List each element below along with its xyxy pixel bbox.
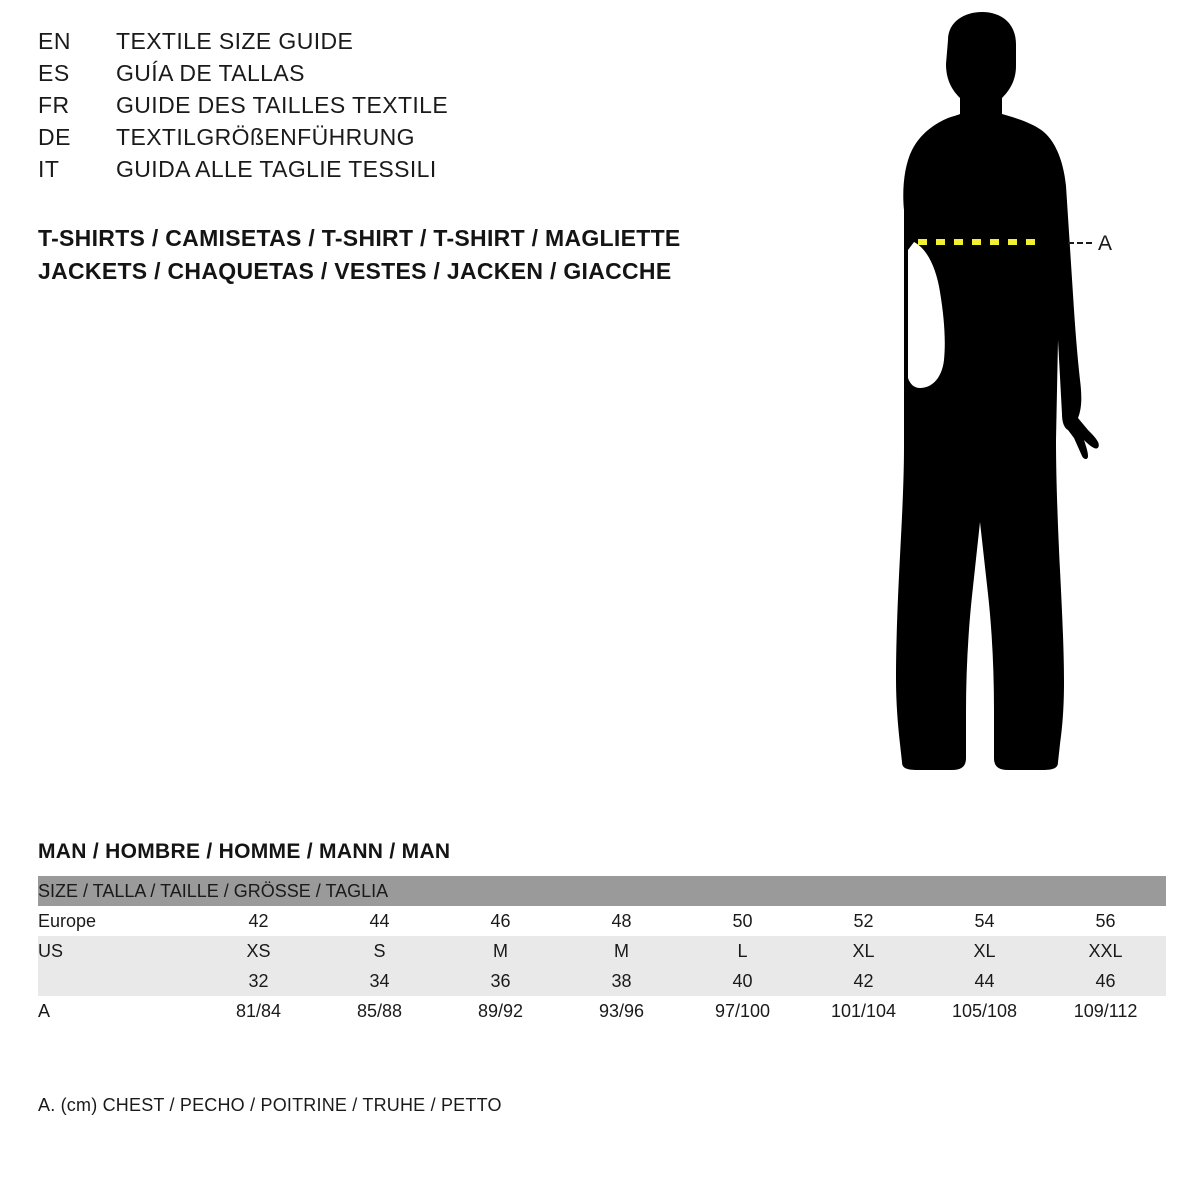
- language-header-block: [38, 28, 738, 188]
- table-cell: 50: [682, 906, 803, 936]
- language-title: GUÍA DE TALLAS: [116, 60, 305, 86]
- category-line-jackets: JACKETS / CHAQUETAS / VESTES / JACKEN / GIACCHE: [38, 258, 672, 284]
- table-cell: 48: [561, 906, 682, 936]
- man-silhouette-icon: [830, 10, 1190, 800]
- language-code: FR: [38, 92, 70, 118]
- table-cell: 44: [319, 906, 440, 936]
- chest-measure-label: A: [1098, 232, 1113, 255]
- table-cell: 93/96: [561, 996, 682, 1026]
- row-label: Europe: [38, 906, 198, 936]
- category-block: [38, 222, 798, 288]
- measurement-note: A. (cm) CHEST / PECHO / POITRINE / TRUHE / PETTO: [38, 1095, 502, 1115]
- chest-leader-line: [1068, 242, 1092, 244]
- language-code: ES: [38, 60, 70, 86]
- table-cell: XS: [198, 936, 319, 966]
- table-cell: XXL: [1045, 936, 1166, 966]
- row-label: [38, 966, 198, 996]
- table-cell: 101/104: [803, 996, 924, 1026]
- language-row: [38, 92, 738, 124]
- table-cell: L: [682, 936, 803, 966]
- table-cell: M: [561, 936, 682, 966]
- table-cell: 85/88: [319, 996, 440, 1026]
- table-cell: 97/100: [682, 996, 803, 1026]
- table-title: MAN / HOMBRE / HOMME / MANN / MAN: [38, 840, 451, 863]
- row-label: A: [38, 996, 198, 1026]
- language-row: [38, 60, 738, 92]
- language-row: [38, 28, 738, 60]
- table-cell: 40: [682, 966, 803, 996]
- table-cell: 81/84: [198, 996, 319, 1026]
- language-row: [38, 124, 738, 156]
- table-cell: XL: [924, 936, 1045, 966]
- table-header-row: [38, 876, 1166, 906]
- table-cell: 34: [319, 966, 440, 996]
- table-header-label: SIZE / TALLA / TAILLE / GRÖSSE / TAGLIA: [38, 876, 1166, 906]
- table-cell: 32: [198, 966, 319, 996]
- table-cell: 46: [440, 906, 561, 936]
- table-row: [38, 906, 1166, 936]
- table-cell: 36: [440, 966, 561, 996]
- table-cell: 56: [1045, 906, 1166, 936]
- language-row: [38, 156, 738, 188]
- table-cell: 42: [803, 966, 924, 996]
- table-cell: 46: [1045, 966, 1166, 996]
- table-cell: 52: [803, 906, 924, 936]
- language-code: DE: [38, 124, 71, 150]
- language-title: TEXTILE SIZE GUIDE: [116, 28, 354, 54]
- row-label: US: [38, 936, 198, 966]
- language-title: GUIDE DES TAILLES TEXTILE: [116, 92, 449, 118]
- table-row: [38, 996, 1166, 1026]
- table-cell: M: [440, 936, 561, 966]
- language-title: GUIDA ALLE TAGLIE TESSILI: [116, 156, 437, 182]
- size-table-section: [38, 840, 1166, 1026]
- table-cell: 42: [198, 906, 319, 936]
- language-code: EN: [38, 28, 71, 54]
- table-cell: XL: [803, 936, 924, 966]
- table-cell: 44: [924, 966, 1045, 996]
- figure-illustration: [830, 10, 1190, 800]
- table-cell: 89/92: [440, 996, 561, 1026]
- table-cell: 109/112: [1045, 996, 1166, 1026]
- language-title: TEXTILGRÖßENFÜHRUNG: [116, 124, 415, 150]
- size-table: [38, 876, 1166, 1026]
- table-row: [38, 936, 1166, 966]
- table-cell: 38: [561, 966, 682, 996]
- category-line-tshirts: T-SHIRTS / CAMISETAS / T-SHIRT / T-SHIRT / MAGLIETTE: [38, 225, 681, 251]
- table-row: [38, 966, 1166, 996]
- table-cell: 105/108: [924, 996, 1045, 1026]
- table-cell: S: [319, 936, 440, 966]
- table-cell: 54: [924, 906, 1045, 936]
- language-code: IT: [38, 156, 60, 182]
